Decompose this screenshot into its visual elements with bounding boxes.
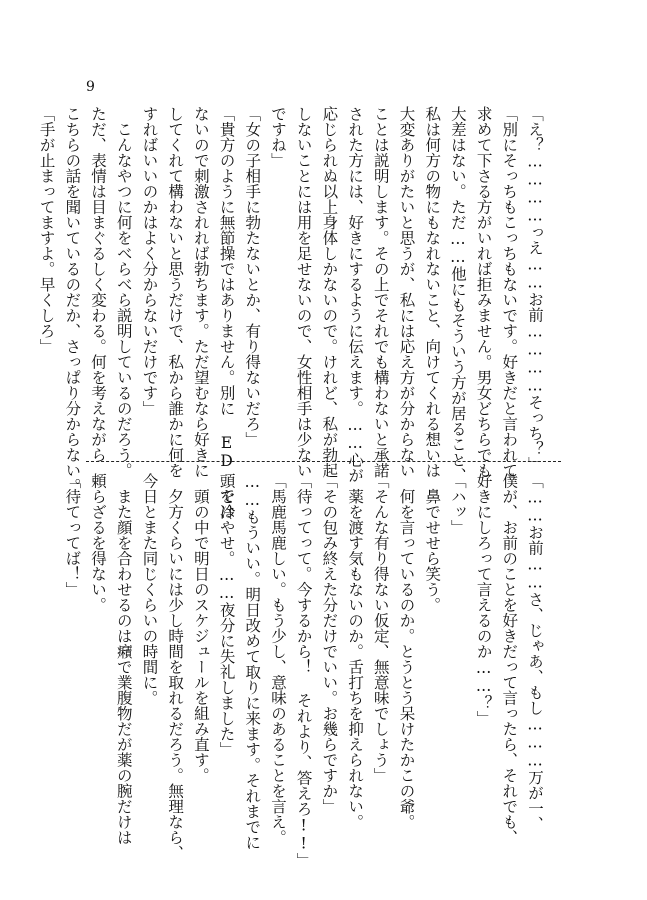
text-column: 好きにしろって言えるのか……？」 (474, 473, 493, 726)
text-column: 頼らざるを得ない。 (89, 473, 108, 613)
text-column: 「貴方のように無節操ではありません。別に ED では (217, 106, 236, 519)
text-column: 僕が、お前のことを好きだって言ったら、それでも、 (500, 473, 519, 845)
text-column: しないことには用を足せないので、女性相手は少ない (294, 106, 313, 478)
page-number: 9 (86, 79, 95, 95)
bottom-text-block (63, 473, 547, 868)
text-column: また顔を合わせるのは癪で業腹物だが薬の腕だけは (114, 473, 133, 845)
text-column: 「馬鹿馬鹿しい。もう少し、意味のあることを言え。 (268, 473, 287, 845)
text-column: 「……お前……さ、じゃあ、もし………万が一、 (526, 473, 544, 832)
text-column: 何を言っているのか。とうとう呆けたかこの爺。 (397, 473, 416, 830)
text-column: 求めて下さる方がいれば拒みません。男女どちらでも (474, 106, 493, 478)
text-column: された方には、好きにするように伝えます。……心が (346, 106, 365, 483)
text-column: こちらの話を聞いているのだか、さっぱり分からない。 (63, 106, 82, 494)
text-column: 頭を冷やせ。……夜分に失礼しました」 (217, 473, 236, 757)
text-column: 薬を渡す気もないのか。舌打ちを抑えられない。 (346, 473, 365, 830)
text-column: 今日とまた同じくらいの時間に。 (140, 473, 159, 706)
text-column: 「別にそっちもこっちもないです。好きだと言われて (500, 106, 519, 478)
text-column: 私は何方の物にもなれないこと、向けてくれる想いは (423, 106, 442, 478)
text-column: ですね」 (268, 106, 287, 168)
text-column: ……もういい。明日改めて取りに来ます。それまでに (243, 473, 262, 850)
text-column: 「待てってば！」 (63, 473, 82, 597)
text-column: ただ、表情は目まぐるしく変わる。何を考えながら (89, 106, 108, 463)
text-column: 「その包み終えた分だけでいい。お幾らですか」 (320, 473, 339, 814)
text-column: 応じられぬ以上身体しかないので。けれど、私が勃起 (320, 106, 339, 478)
text-column: 大変ありがたいと思うが、私には応え方が分からない (397, 106, 416, 478)
text-column: 「ハッ」 (448, 473, 467, 535)
text-column: 頭の中で明日のスケジュールを組み直す。 (191, 473, 210, 783)
text-column: ことは説明します。その上でそれでも構わないと承諾 (371, 106, 390, 478)
section-divider (86, 461, 561, 462)
text-column: 「手が止まってますよ。早くしろ」 (37, 106, 56, 354)
text-column: 鼻でせせら笑う。 (423, 473, 442, 613)
text-column: 「女の子相手に勃たないとか、有り得ないだろ」 (243, 106, 262, 447)
text-column: 「え？…………っえ……お前…………そっち？」 (526, 106, 544, 472)
text-column: 夕方くらいには少し時間を取れるだろう。無理なら、 (166, 473, 185, 861)
text-column: こんなやつに何をべらべら説明しているのだろう。 (114, 106, 133, 478)
text-column: 「待ってって。今するから！ それより、答えろ!!」 (294, 473, 313, 868)
text-column: してくれて構わないと思うだけで、私から誰かに何を (166, 106, 185, 478)
text-column: ないので刺激されれば勃ちます。ただ望むなら好きに (191, 106, 210, 478)
text-column: 「そんな有り得ない仮定、無意味でしょう」 (371, 473, 390, 783)
text-column: すればいいのかはよく分からないだけです」 (140, 106, 159, 416)
text-column: 大差はない。ただ……他にもそういう方が居ること、 (448, 106, 467, 483)
